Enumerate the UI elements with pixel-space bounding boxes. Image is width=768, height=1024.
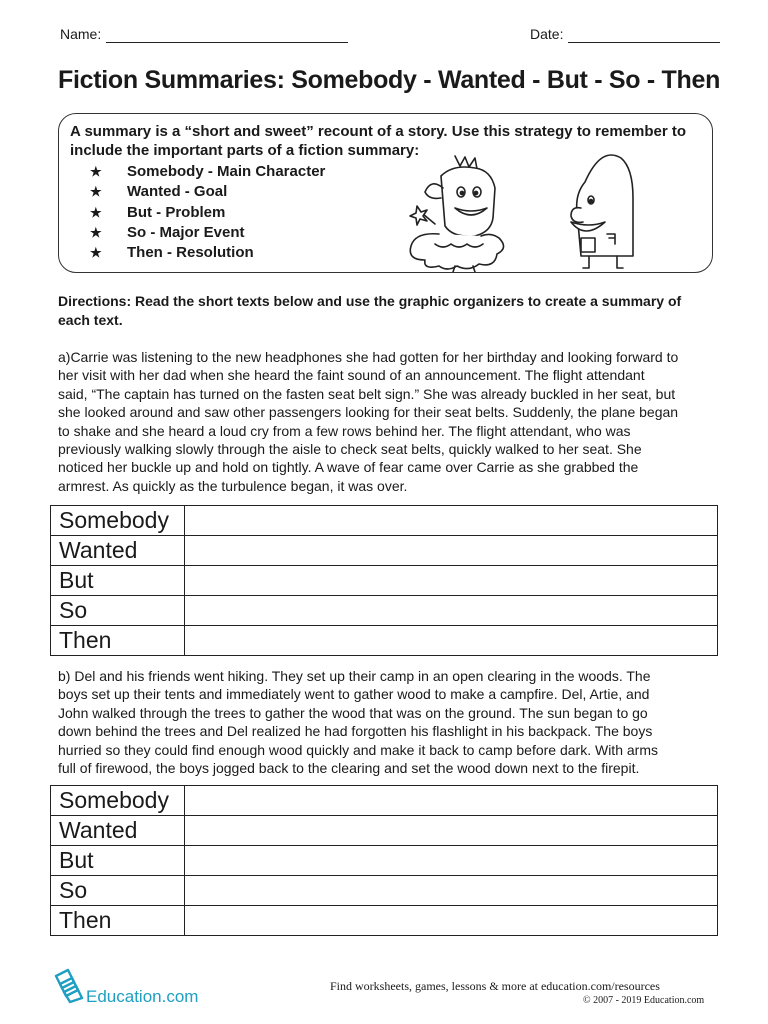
organizer-answer-field[interactable]: [185, 566, 718, 596]
graphic-organizer-a: [50, 505, 718, 656]
graphic-organizer-b: [50, 785, 718, 936]
strategy-item-label: Then - Resolution: [127, 244, 254, 261]
strategy-item-label: So - Major Event: [127, 224, 245, 241]
strategy-item-label: Wanted - Goal: [127, 183, 228, 200]
organizer-label: So: [51, 596, 185, 626]
intro-text: A summary is a “short and sweet” recount of a story. Use this strategy to remember to include the important parts of a fiction summary:: [70, 123, 687, 159]
organizer-answer-field[interactable]: [185, 596, 718, 626]
table-row: [51, 876, 718, 906]
organizer-label: Somebody: [51, 786, 185, 816]
story-line: previously walking slowly through the aisle to check seat belts, quickly walked to her seat. She: [58, 441, 642, 458]
organizer-label: Then: [51, 626, 185, 656]
organizer-label: Wanted: [51, 816, 185, 846]
story-line: b) Del and his friends went hiking. They set up their camp in an open clearing in the woods. The: [58, 668, 651, 684]
footer-tagline: Find worksheets, games, lessons & more at education.com/resources: [330, 979, 660, 993]
star-icon: ★: [90, 184, 102, 199]
strategy-item: [90, 163, 325, 180]
story-line: boys set up their tents and immediately went to gather wood to make a campfire. Del, Artie, and: [58, 686, 650, 703]
table-row: [51, 626, 718, 656]
table-row: [51, 596, 718, 626]
story-line: to shake and she heard a loud cry from a few rows behind her. The flight attendant, who was: [58, 422, 631, 439]
star-icon: ★: [90, 225, 102, 240]
strategy-item: [90, 183, 227, 200]
education-logo-icon: [52, 968, 86, 1004]
page-title: Fiction Summaries: Somebody - Wanted - But - So - Then: [58, 66, 721, 94]
education-logo-text[interactable]: Education.com: [86, 987, 199, 1006]
story-line: down behind the trees and Del realized he had forgotten his flashlight in his backpack. The boys: [58, 723, 653, 740]
story-line: said, “The captain has turned on the fasten seat belt sign.” She was already buckled in her seat, but: [58, 385, 676, 402]
strategy-item-label: Somebody - Main Character: [127, 163, 326, 180]
organizer-answer-field[interactable]: [185, 506, 718, 536]
organizer-answer-field[interactable]: [185, 906, 718, 936]
story-line: John walked through the trees to gather the wood that was on the ground. The sun began to go: [58, 704, 648, 721]
table-row: [51, 846, 718, 876]
name-field[interactable]: [106, 26, 348, 43]
story-line: full of firewood, the boys jogged back to the clearing and set the wood down next to the firepit.: [58, 760, 640, 777]
organizer-label: But: [51, 566, 185, 596]
organizer-answer-field[interactable]: [185, 626, 718, 656]
strategy-item-label: But - Problem: [127, 204, 226, 221]
star-icon: ★: [90, 205, 102, 220]
table-row: [51, 566, 718, 596]
date-field[interactable]: [568, 26, 720, 43]
story-line: armrest. As quickly as the turbulence began, it was over.: [58, 477, 408, 494]
story-line: her visit with her dad when she heard the faint sound of an announcement. The flight attendant: [58, 367, 645, 384]
directions-text: Directions: Read the short texts below and use the graphic organizers to create a summary of each text.: [58, 293, 682, 328]
strategy-item: [90, 224, 245, 241]
story-b: [58, 667, 720, 777]
organizer-answer-field[interactable]: [185, 536, 718, 566]
table-row: [51, 786, 718, 816]
organizer-label: Somebody: [51, 506, 185, 536]
organizer-label: Wanted: [51, 536, 185, 566]
strategy-item: [90, 244, 254, 261]
story-line: a)Carrie was listening to the new headphones she had gotten for her birthday and looking forward to: [58, 349, 679, 365]
table-row: [51, 506, 718, 536]
story-line: she looked around and saw other passengers looking for their seat belts. Suddenly, the plane began: [58, 404, 679, 421]
organizer-label: So: [51, 876, 185, 906]
organizer-answer-field[interactable]: [185, 786, 718, 816]
story-line: noticed her buckle up and hold on tightly. A wave of fear came over Carrie as she grabbed the: [58, 459, 639, 476]
organizer-answer-field[interactable]: [185, 816, 718, 846]
organizer-label: Then: [51, 906, 185, 936]
table-row: [51, 906, 718, 936]
footer-copyright: © 2007 - 2019 Education.com: [583, 995, 705, 1006]
star-icon: ★: [90, 164, 102, 179]
strategy-item: [90, 204, 225, 221]
story-a: [58, 348, 720, 495]
star-icon: ★: [90, 245, 102, 260]
organizer-label: But: [51, 846, 185, 876]
date-label: Date:: [530, 26, 564, 42]
story-line: hurried so they could find enough wood quickly and make it back to camp before dark. With arms: [58, 741, 658, 758]
name-label: Name:: [60, 26, 102, 42]
table-row: [51, 536, 718, 566]
organizer-answer-field[interactable]: [185, 846, 718, 876]
table-row: [51, 816, 718, 846]
organizer-answer-field[interactable]: [185, 876, 718, 906]
cartoon-characters-illustration: [395, 148, 655, 272]
